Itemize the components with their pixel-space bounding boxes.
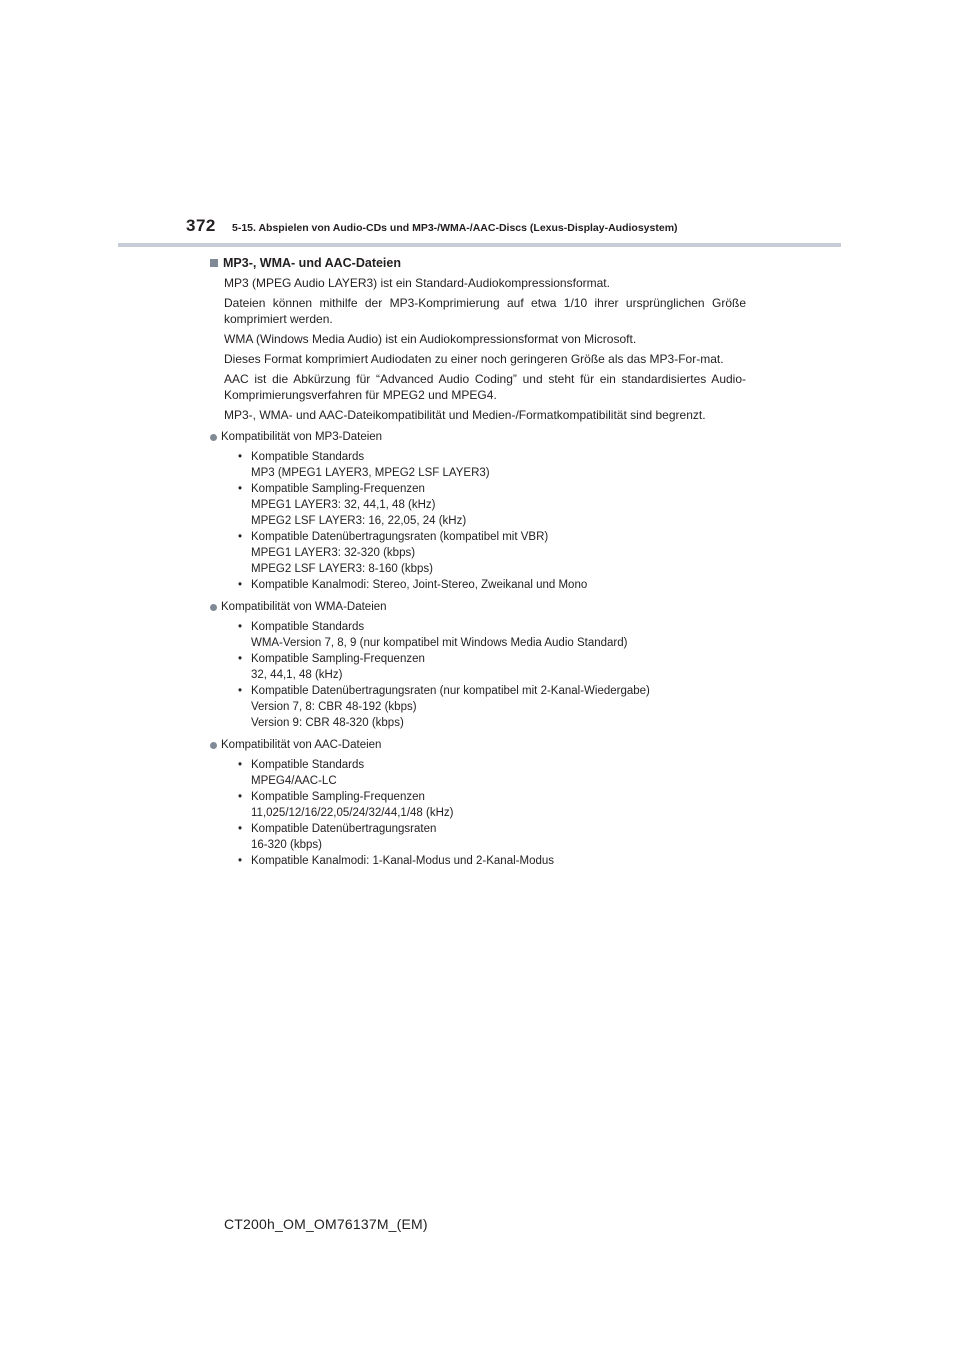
- item-detail: MPEG4/AAC-LC: [251, 775, 337, 787]
- item-label: Kompatible Datenübertragungsraten (nur kompatibel mit 2-Kanal-Wiedergabe): [251, 685, 650, 697]
- section-heading: [210, 255, 746, 271]
- item-label: Kompatible Sampling-Frequenzen: [251, 483, 425, 495]
- item-detail: 32, 44,1, 48 (kHz): [251, 669, 343, 681]
- square-bullet-icon: [210, 259, 218, 267]
- list-item: [234, 577, 746, 593]
- item-label: Kompatible Standards: [251, 451, 365, 463]
- item-detail: Version 9: CBR 48-320 (kbps): [251, 717, 404, 729]
- paragraph: MP3 (MPEG Audio LAYER3) ist ein Standard-Audiokompressionsformat.: [224, 276, 610, 290]
- aac-title: Kompatibilität von AAC-Dateien: [221, 739, 382, 751]
- list-item: [234, 853, 746, 869]
- paragraph: MP3-, WMA- und AAC-Dateikompatibilität und Medien-/Formatkompatibilität sind begrenzt.: [224, 408, 706, 422]
- list-item: [234, 481, 746, 529]
- mp3-list: [234, 449, 746, 593]
- item-label: Kompatible Kanalmodi: 1-Kanal-Modus und 2-Kanal-Modus: [251, 855, 555, 867]
- item-label: Kompatible Sampling-Frequenzen: [251, 791, 425, 803]
- item-label: Kompatible Standards: [251, 621, 365, 633]
- item-detail: MPEG1 LAYER3: 32-320 (kbps): [251, 547, 416, 559]
- wma-title: Kompatibilität von WMA-Dateien: [221, 601, 387, 613]
- aac-list: [234, 757, 746, 869]
- wma-subheading: [210, 599, 746, 615]
- item-detail: MPEG2 LSF LAYER3: 8-160 (kbps): [251, 563, 433, 575]
- aac-subheading: [210, 737, 746, 753]
- item-detail: 11,025/12/16/22,05/24/32/44,1/48 (kHz): [251, 807, 454, 819]
- paragraph: Dateien können mithilfe der MP3-Komprimierung auf etwa 1/10 ihrer ursprünglichen Größe komprimiert werden.: [224, 296, 746, 326]
- item-detail: Version 7, 8: CBR 48-192 (kbps): [251, 701, 417, 713]
- mp3-title: Kompatibilität von MP3-Dateien: [221, 431, 383, 443]
- item-detail: MP3 (MPEG1 LAYER3, MPEG2 LSF LAYER3): [251, 467, 490, 479]
- circle-bullet-icon: [210, 742, 217, 749]
- item-detail: 16-320 (kbps): [251, 839, 322, 851]
- footer-code: CT200h_OM_OM76137M_(EM): [224, 1216, 428, 1232]
- paragraph: AAC ist die Abkürzung für “Advanced Audio Coding” und steht für ein standardisiertes Audio-Komprimierungsverfahren für MPEG2 und MPEG4.: [224, 372, 746, 402]
- page-number: 372: [186, 216, 216, 235]
- circle-bullet-icon: [210, 604, 217, 611]
- list-item: [234, 683, 746, 731]
- main-content: [210, 255, 746, 869]
- item-label: Kompatible Kanalmodi: Stereo, Joint-Stereo, Zweikanal und Mono: [251, 579, 588, 591]
- list-item: [234, 757, 746, 789]
- list-item: [234, 619, 746, 651]
- item-label: Kompatible Datenübertragungsraten: [251, 823, 437, 835]
- list-item: [234, 651, 746, 683]
- mp3-subheading: [210, 429, 746, 445]
- list-item: [234, 789, 746, 821]
- item-label: Kompatible Datenübertragungsraten (kompatibel mit VBR): [251, 531, 549, 543]
- wma-list: [234, 619, 746, 731]
- item-detail: WMA-Version 7, 8, 9 (nur kompatibel mit Windows Media Audio Standard): [251, 637, 628, 649]
- item-label: Kompatible Standards: [251, 759, 365, 771]
- list-item: [234, 821, 746, 853]
- header-rule: [118, 243, 841, 247]
- item-detail: MPEG1 LAYER3: 32, 44,1, 48 (kHz): [251, 499, 436, 511]
- chapter-title: 5-15. Abspielen von Audio-CDs und MP3-/WMA-/AAC-Discs (Lexus-Display-Audiosystem): [232, 222, 678, 234]
- paragraph: WMA (Windows Media Audio) ist ein Audiokompressionsformat von Microsoft.: [224, 332, 637, 346]
- item-label: Kompatible Sampling-Frequenzen: [251, 653, 425, 665]
- section-heading-text: MP3-, WMA- und AAC-Dateien: [223, 256, 401, 270]
- list-item: [234, 529, 746, 577]
- item-detail: MPEG2 LSF LAYER3: 16, 22,05, 24 (kHz): [251, 515, 467, 527]
- list-item: [234, 449, 746, 481]
- circle-bullet-icon: [210, 434, 217, 441]
- paragraph: Dieses Format komprimiert Audiodaten zu einer noch geringeren Größe als das MP3-For-mat.: [224, 352, 724, 366]
